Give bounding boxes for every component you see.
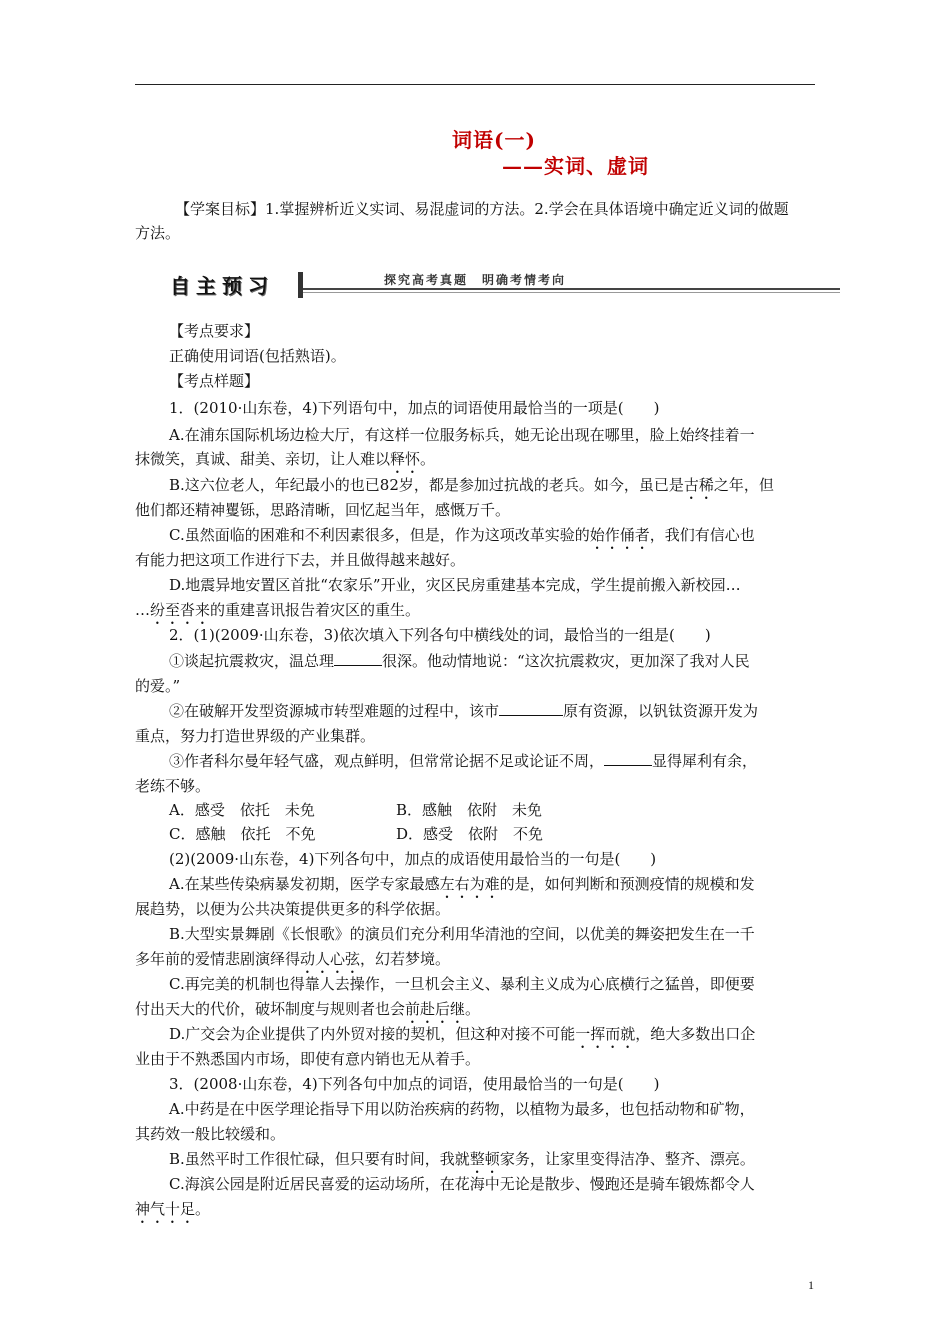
- dotted-word: 释怀: [390, 450, 421, 468]
- q2b-option-b-line1: B.大型实景舞剧《长恨歌》的演员们充分利用华清池的空间，以优美的舞姿把发生在一千: [169, 925, 755, 943]
- q3-option-a-line1: A.中药是在中医学理论指导下用以防治疾病的药物，以植物为最多，也包括动物和矿物，: [169, 1100, 755, 1118]
- section-banner: [170, 268, 840, 302]
- goal-text: 1.掌握辨析近义实词、易混虚词的方法。2.学会在具体语境中确定近义词的做题方法。: [135, 200, 789, 242]
- q2-option-c[interactable]: C．感触 依托 不免: [169, 825, 316, 843]
- banner-rule-thin: [303, 292, 840, 293]
- banner-subtitle: 探究高考真题 明确考情考向: [384, 273, 567, 287]
- fill-blank-3[interactable]: [604, 750, 652, 766]
- q1-option-d-line2: …纷至沓来的重建喜讯报告着灾区的重生。: [135, 601, 421, 619]
- question-3-stem: 3．(2008·山东卷，4)下列各句中加点的词语，使用最恰当的一句是( ): [169, 1075, 660, 1093]
- q3-option-c-line1: C.海滨公园是附近居民喜爱的运动场所，在花海中无论是散步、慢跑还是骑车锻炼都令人: [169, 1175, 755, 1193]
- dotted-word: 始作俑者: [589, 526, 650, 544]
- question-2-stem: 2．(1)(2009·山东卷，3)依次填入下列各句中横线处的词，最恰当的一组是( ): [169, 626, 711, 644]
- section-heading-requirement: 【考点要求】: [169, 322, 260, 340]
- fill-blank-2[interactable]: [499, 700, 563, 716]
- q3-option-c-line2: 神气十足。: [135, 1200, 211, 1218]
- dotted-word: 神气十足: [135, 1200, 196, 1218]
- banner-rule: [303, 288, 840, 290]
- q1-option-a-line1: A.在浦东国际机场边检大厅，有这样一位服务标兵，她无论出现在哪里，脸上始终挂着一: [169, 426, 755, 444]
- q3-option-b-line1: B.虽然平时工作很忙碌，但只要有时间，我就整顿家务，让家里变得洁净、整齐、漂亮。: [169, 1150, 755, 1168]
- q2-sentence-3-line1: ③作者科尔曼年轻气盛，观点鲜明，但常常论据不足或论证不周， 显得犀利有余，: [169, 752, 758, 770]
- fill-blank-1[interactable]: [334, 650, 382, 666]
- dotted-word: 前赴后继: [405, 1000, 466, 1018]
- banner-divider: [298, 272, 303, 298]
- q2b-option-a-line1: A.在某些传染病暴发初期，医学专家最感左右为难的是，如何判断和预测疫情的规模和发: [169, 875, 755, 893]
- question-1-stem: 1．(2010·山东卷，4)下列语句中，加点的词语使用最恰当的一项是( ): [169, 399, 660, 417]
- q3-option-a-line2: 其药效一般比较缓和。: [135, 1125, 286, 1143]
- doc-title: 词语(一): [452, 128, 536, 152]
- q2b-option-a-line2: 展趋势，以便为公共决策提供更多的科学依据。: [135, 900, 451, 918]
- dotted-word: 整顿: [469, 1150, 500, 1168]
- q2-option-b[interactable]: B．感触 依附 未免: [396, 801, 543, 819]
- q2-sentence-2-line2: 重点，努力打造世界级的产业集群。: [135, 727, 376, 745]
- q2b-option-d-line2: 业由于不熟悉国内市场，即使有意内销也无从着手。: [135, 1050, 481, 1068]
- q2-sentence-1-line1: ①谈起抗震救灾，温总理 很深。他动情地说：“这次抗震救灾，更加深了我对人民: [169, 652, 750, 670]
- q2-option-a[interactable]: A．感受 依托 未免: [169, 801, 315, 819]
- q1-option-d-line1: D.地震异地安置区首批“农家乐”开业，灾区民房重建基本完成，学生提前搬入新校园…: [169, 576, 741, 594]
- q2-sentence-2-line1: ②在破解开发型资源城市转型难题的过程中，该市 原有资源，以钒钛资源开发为: [169, 702, 759, 720]
- goal-tag: 【学案目标】: [175, 200, 266, 218]
- learning-goal: [135, 197, 790, 245]
- question-2-2-stem: (2)(2009·山东卷，4)下列各句中，加点的成语使用最恰当的一句是( ): [169, 850, 657, 868]
- q2b-option-c-line2: 付出天大的代价，破坏制度与规则者也会前赴后继。: [135, 1000, 481, 1018]
- q1-option-b-line2: 他们都还精神矍铄，思路清晰，回忆起当年，感慨万千。: [135, 501, 511, 519]
- q2-option-d[interactable]: D．感受 依附 不免: [396, 825, 544, 843]
- dotted-word: 动人心弦: [300, 950, 361, 968]
- q1-option-a-line2: 抹微笑，真诚、甜美、亲切，让人难以释怀。: [135, 450, 436, 468]
- page-number: 1: [808, 1278, 814, 1292]
- q2-sentence-3-line2: 老练不够。: [135, 777, 211, 795]
- q1-option-c-line2: 有能力把这项工作进行下去，并且做得越来越好。: [135, 551, 466, 569]
- header-rule: [135, 84, 815, 85]
- q2b-option-b-line2: 多年前的爱情悲剧演绎得动人心弦，幻若梦境。: [135, 950, 451, 968]
- q2-sentence-1-line2: 的爱。”: [135, 677, 181, 695]
- banner-label: 自主预习: [170, 273, 274, 298]
- section-heading-samples: 【考点样题】: [169, 372, 260, 390]
- q1-option-b-line1: B.这六位老人，年纪最小的也已82岁，都是参加过抗战的老兵。如今，虽已是古稀之年，但: [169, 476, 774, 494]
- dotted-word: 纷至沓来: [150, 601, 211, 619]
- q2b-option-c-line1: C.再完美的机制也得靠人去操作，一旦机会主义、暴利主义成为心底横行之猛兽，即便要: [169, 975, 755, 993]
- dotted-word: 古稀: [683, 476, 714, 494]
- doc-subtitle: ——实词、虚词: [502, 154, 649, 178]
- q1-option-c-line1: C.虽然面临的困难和不利因素很多，但是，作为这项改革实验的始作俑者，我们有信心也: [169, 526, 755, 544]
- q2b-option-d-line1: D.广交会为企业提供了内外贸对接的契机，但这种对接不可能一挥而就，绝大多数出口企: [169, 1025, 756, 1043]
- requirement-text: 正确使用词语(包括熟语)。: [169, 347, 346, 365]
- dotted-word: 一挥而就: [575, 1025, 636, 1043]
- dotted-word: 左右为难: [439, 875, 500, 893]
